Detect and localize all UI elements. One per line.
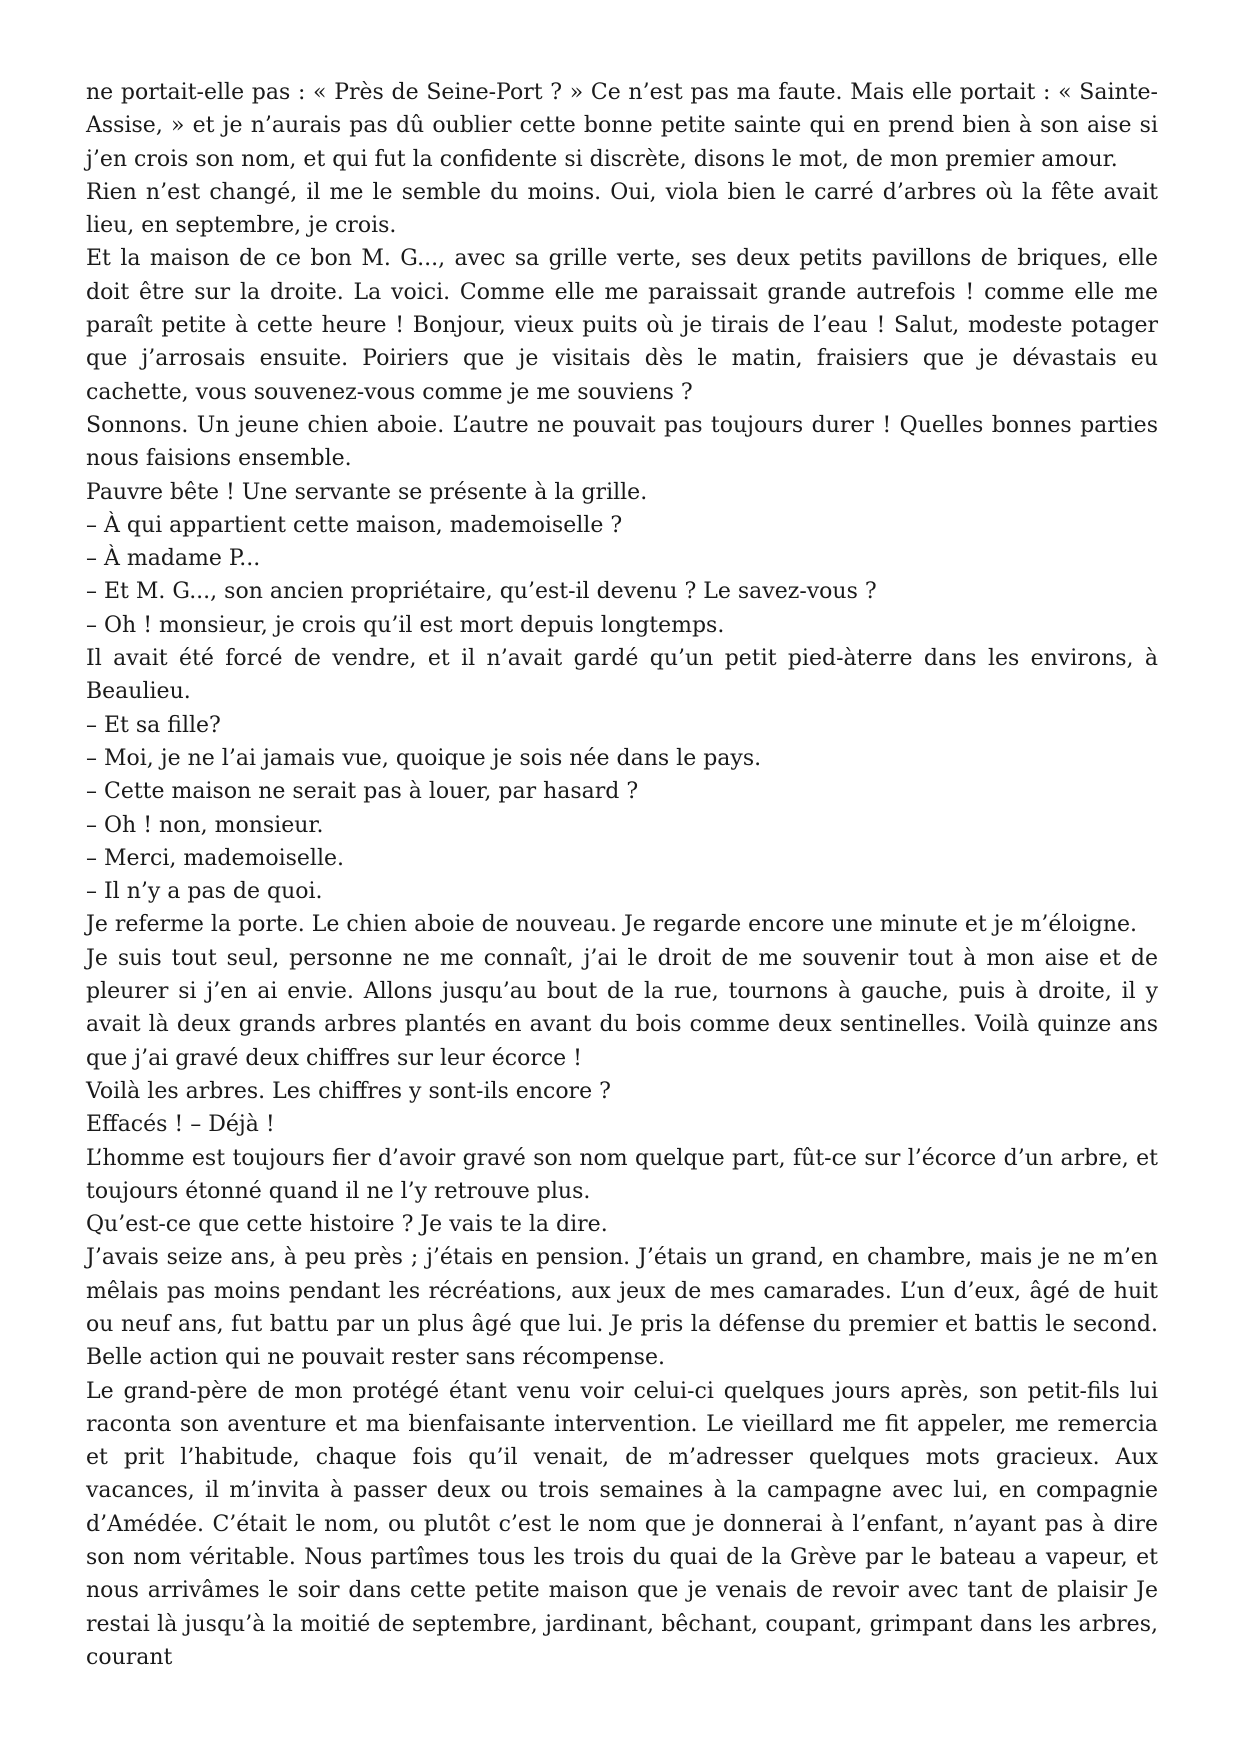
paragraph: Rien n’est changé, il me le semble du moins. Oui, viola bien le carré d’arbres où la fête avait lieu, en septembre, je crois. [86, 179, 1158, 239]
dialogue-line: – À madame P... [86, 546, 261, 572]
paragraph: Qu’est-ce que cette histoire ? Je vais te la dire. [86, 1212, 608, 1238]
paragraph: ne portait-elle pas : « Près de Seine-Port ? » Ce n’est pas ma faute. Mais elle portait : « Sainte-Assise, » et je n’aurais pas dû oublier cette bonne petite sainte qui en prend bien à son aise si j’en crois son nom, et qui fut la confidente si discrète, disons le mot, de mon premier amour. [86, 80, 1158, 172]
dialogue-line: – Oh ! non, monsieur. [86, 812, 324, 838]
paragraph: Voilà les arbres. Les chiffres y sont-ils encore ? [86, 1078, 611, 1104]
paragraph: Et la maison de ce bon M. G..., avec sa grille verte, ses deux petits pavillons de briques, elle doit être sur la droite. La voici. Comme elle me paraissait grande autrefois ! comme elle me paraît petite à cette heure ! Bonjour, vieux puits où je tirais de l’eau ! Salut, modeste potager que j’arrosais ensuite. Poiriers que je visitais dès le matin, fraisiers que je dévastais eu cachette, vous souvenez-vous comme je me souviens ? [86, 246, 1158, 405]
paragraph: L’homme est toujours fier d’avoir gravé son nom quelque part, fût-ce sur l’écorce d’un arbre, et toujours étonné quand il ne l’y retrouve plus. [86, 1145, 1158, 1204]
paragraph: Pauvre bête ! Une servante se présente à la grille. [86, 479, 648, 505]
paragraph: Sonnons. Un jeune chien aboie. L’autre ne pouvait pas toujours durer ! Quelles bonnes parties nous faisions ensemble. [86, 412, 1158, 472]
paragraph: J’avais seize ans, à peu près ; j’étais en pension. J’étais un grand, en chambre, mais je ne m’en mêlais pas moins pendant les récréations, aux jeux de mes camarades. L’un d’eux, âgé de huit ou neuf ans, fut battu par un plus âgé que lui. Je pris la défense du premier et battis le second. Belle action qui ne pouvait rester sans récompense. [86, 1245, 1158, 1371]
paragraph: Je suis tout seul, personne ne me connaît, j’ai le droit de me souvenir tout à mon aise et de pleurer si j’en ai envie. Allons jusqu’au bout de la rue, tournons à gauche, puis à droite, il y avait là deux grands arbres plantés en avant du bois comme deux sentinelles. Voilà quinze ans que j’ai gravé deux chiffres sur leur écorce ! [86, 945, 1158, 1071]
dialogue-line: – Moi, je ne l’ai jamais vue, quoique je sois née dans le pays. [86, 745, 762, 771]
dialogue-line: – À qui appartient cette maison, mademoiselle ? [86, 512, 623, 538]
dialogue-line: – Et M. G..., son ancien propriétaire, qu’est-il devenu ? Le savez-vous ? [86, 579, 877, 605]
paragraph: Je referme la porte. Le chien aboie de nouveau. Je regarde encore une minute et je m’éloigne. [86, 912, 1138, 938]
paragraph: Le grand-père de mon protégé étant venu voir celui-ci quelques jours après, son petit-fils lui raconta son aventure et ma bienfaisante intervention. Le vieillard me fit appeler, me remercia et prit l’habitude, chaque fois qu’il venait, de m’adresser quelques mots gracieux. Aux vacances, il m’invita à passer deux ou trois semaines à la campagne avec lui, en compagnie d’Amédée. C’était le nom, ou plutôt c’est le nom que je donnerai à l’enfant, n’ayant pas à dire son nom véritable. Nous partîmes tous les trois du quai de la Grève par le bateau a vapeur, et nous arrivâmes le soir dans cette petite maison que je venais de revoir avec tant de plaisir Je restai là jusqu’à la moitié de septembre, jardinant, bêchant, coupant, grimpant dans les arbres, courant [86, 1378, 1158, 1670]
dialogue-line: – Cette maison ne serait pas à louer, par hasard ? [86, 779, 639, 805]
dialogue-line: – Merci, mademoiselle. [86, 845, 345, 871]
dialogue-line: – Et sa fille? [86, 712, 221, 738]
paragraph: Effacés ! – Déjà ! [86, 1112, 275, 1138]
dialogue-line: – Oh ! monsieur, je crois qu’il est mort depuis longtemps. [86, 612, 725, 638]
dialogue-line: – Il n’y a pas de quoi. [86, 879, 323, 905]
paragraph: Il avait été forcé de vendre, et il n’avait gardé qu’un petit pied-àterre dans les environs, à Beaulieu. [86, 646, 1158, 705]
document-page [86, 0, 1158, 1674]
